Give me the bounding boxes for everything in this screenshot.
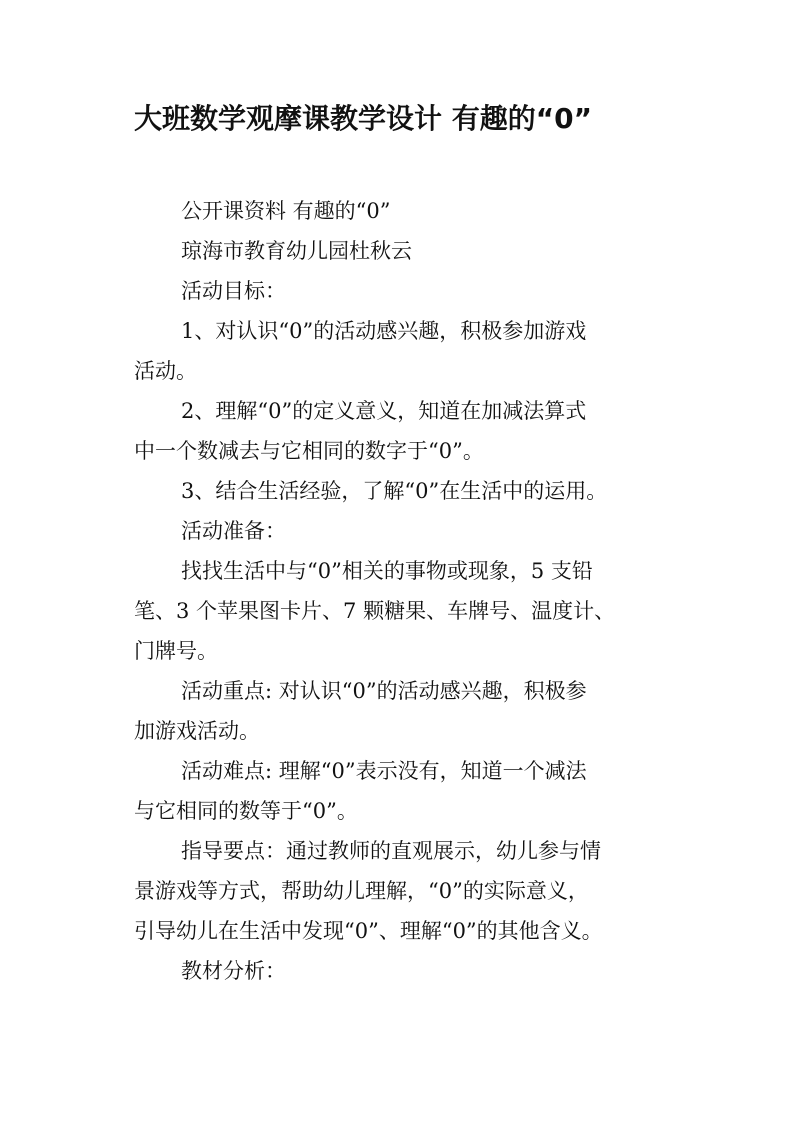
text-line: 活动重点: 对认识“0”的活动感兴趣，积极参 [181,679,587,703]
text-line: 2、理解“0”的定义意义，知道在加减法算式 [181,399,587,423]
text-line: 活动难点: 理解“0”表示没有，知道一个减法 [181,759,587,783]
text-line: 活动。 [134,359,197,383]
text-line: 引导幼儿在生活中发现“0”、理解“0”的其他含义。 [134,919,603,943]
text-line: 教材分析： [181,959,286,983]
text-line: 指导要点：通过教师的直观展示，幼儿参与情 [181,839,601,863]
text-line: 活动准备： [181,519,286,543]
text-line: 景游戏等方式，帮助幼儿理解，“0”的实际意义， [134,879,589,903]
text-line: 公开课资料 有趣的“0” [181,199,391,223]
text-line: 中一个数减去与它相同的数字于“0”。 [134,439,484,463]
text-line: 加游戏活动。 [134,719,260,743]
text-line: 琼海市教育幼儿园杜秋云 [181,239,412,263]
text-line: 找找生活中与“0”相关的事物或现象，5 支铅 [181,559,593,583]
text-line: 门牌号。 [134,639,218,663]
text-line: 笔、3 个苹果图卡片、7 颗糖果、车牌号、温度计、 [134,599,616,623]
text-line: 1、对认识“0”的活动感兴趣，积极参加游戏 [181,319,587,343]
text-line: 3、结合生活经验，了解“0”在生活中的运用。 [181,479,608,503]
page-title: 大班数学观摩课教学设计 有趣的“0” [134,102,593,135]
text-line: 与它相同的数等于“0”。 [134,799,358,823]
document-body [134,191,662,991]
text-line: 活动目标： [181,279,286,303]
